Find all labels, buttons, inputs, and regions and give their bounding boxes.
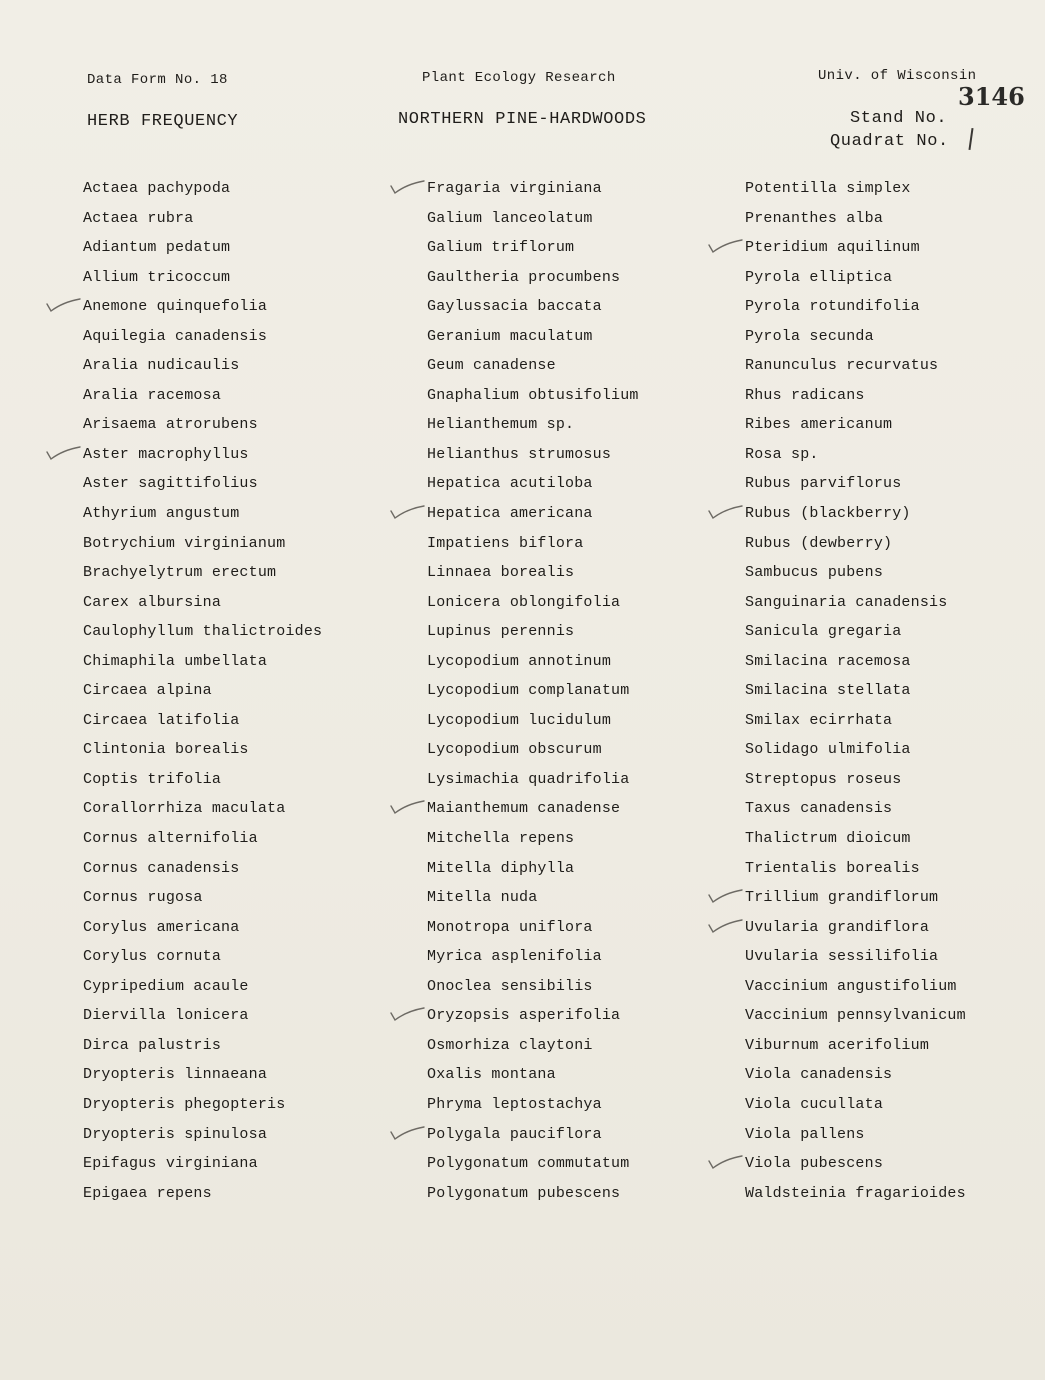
species-item <box>83 558 403 588</box>
species-item <box>745 794 1045 824</box>
species-name: Brachyelytrum erectum <box>83 564 277 582</box>
species-item <box>83 647 403 677</box>
species-item <box>427 1179 747 1209</box>
species-name: Caulophyllum thalictroides <box>83 623 323 641</box>
species-name: Mitchella repens <box>427 830 575 848</box>
species-name: Ribes americanum <box>745 416 893 434</box>
species-name: Dirca palustris <box>83 1036 222 1054</box>
species-item <box>745 1120 1045 1150</box>
species-name: Coptis trifolia <box>83 770 222 788</box>
checkmark-icon <box>707 917 743 935</box>
species-name: Gnaphalium obtusifolium <box>427 386 639 404</box>
species-item <box>83 1090 403 1120</box>
species-item <box>745 883 1045 913</box>
species-item <box>745 351 1045 381</box>
species-name: Aquilegia canadensis <box>83 327 268 345</box>
species-name: Uvularia sessilifolia <box>745 948 939 966</box>
species-item <box>83 617 403 647</box>
species-item <box>745 381 1045 411</box>
species-name: Mitella nuda <box>427 889 538 907</box>
species-name: Smilacina stellata <box>745 682 911 700</box>
species-name: Pyrola elliptica <box>745 268 893 286</box>
species-item <box>83 322 403 352</box>
species-name: Aster macrophyllus <box>83 445 249 463</box>
species-item <box>745 499 1045 529</box>
checkmark-icon <box>389 1005 425 1023</box>
species-item <box>745 972 1045 1002</box>
research-heading: Plant Ecology Research <box>422 70 616 86</box>
species-name: Trientalis borealis <box>745 859 920 877</box>
species-name: Smilax ecirrhata <box>745 711 893 729</box>
species-name: Fragaria virginiana <box>427 180 602 197</box>
university-heading: Univ. of Wisconsin <box>818 68 977 84</box>
species-item <box>83 499 403 529</box>
species-name: Circaea latifolia <box>83 711 240 729</box>
species-name: Oxalis montana <box>427 1066 556 1084</box>
species-item <box>427 765 747 795</box>
species-name: Dryopteris phegopteris <box>83 1095 286 1113</box>
species-item <box>83 854 403 884</box>
species-name: Myrica asplenifolia <box>427 948 602 966</box>
species-item <box>427 322 747 352</box>
species-name: Allium tricoccum <box>83 268 231 286</box>
species-name: Helianthemum sp. <box>427 416 575 434</box>
species-item <box>83 351 403 381</box>
species-name: Rosa sp. <box>745 445 819 463</box>
species-item <box>83 529 403 559</box>
species-name: Aralia racemosa <box>83 386 222 404</box>
species-name: Lycopodium obscurum <box>427 741 602 759</box>
species-name: Aster sagittifolius <box>83 475 258 493</box>
species-name: Viola pubescens <box>745 1155 884 1173</box>
species-name: Galium triflorum <box>427 239 575 257</box>
quadrat-number-mark <box>968 128 973 150</box>
species-item <box>427 440 747 470</box>
species-item <box>427 617 747 647</box>
species-name: Galium lanceolatum <box>427 209 593 227</box>
quadrat-label: Quadrat No. <box>830 132 949 151</box>
species-item <box>427 1001 747 1031</box>
species-name: Onoclea sensibilis <box>427 977 593 995</box>
species-item <box>745 1090 1045 1120</box>
species-item <box>427 499 747 529</box>
species-name: Botrychium virginianum <box>83 534 286 552</box>
species-item <box>745 558 1045 588</box>
species-item <box>745 824 1045 854</box>
species-name: Ranunculus recurvatus <box>745 357 939 375</box>
species-item <box>83 263 403 293</box>
species-item <box>745 1001 1045 1031</box>
species-item <box>427 854 747 884</box>
species-name: Solidago ulmifolia <box>745 741 911 759</box>
species-name: Cypripedium acaule <box>83 977 249 995</box>
species-name: Polygonatum commutatum <box>427 1155 630 1173</box>
species-name: Cornus alternifolia <box>83 830 258 848</box>
species-item <box>427 263 747 293</box>
species-item <box>427 588 747 618</box>
species-item <box>427 942 747 972</box>
species-name: Corallorrhiza maculata <box>83 800 286 818</box>
species-item <box>745 469 1045 499</box>
species-item <box>83 469 403 499</box>
species-name: Cornus rugosa <box>83 889 203 907</box>
species-item <box>745 617 1045 647</box>
species-item <box>745 765 1045 795</box>
species-item <box>745 735 1045 765</box>
species-item <box>83 913 403 943</box>
species-item <box>83 706 403 736</box>
species-name: Lycopodium complanatum <box>427 682 630 700</box>
species-item <box>427 794 747 824</box>
species-item <box>83 735 403 765</box>
species-item <box>427 204 747 234</box>
species-item <box>427 351 747 381</box>
species-name: Lysimachia quadrifolia <box>427 770 630 788</box>
species-name: Pteridium aquilinum <box>745 239 920 257</box>
species-item <box>83 1060 403 1090</box>
species-item <box>745 588 1045 618</box>
species-item <box>427 529 747 559</box>
species-item <box>745 1031 1045 1061</box>
species-name: Polygonatum pubescens <box>427 1184 621 1202</box>
species-name: Lonicera oblongifolia <box>427 593 621 611</box>
species-item <box>427 647 747 677</box>
species-item <box>83 1179 403 1209</box>
species-name: Dryopteris spinulosa <box>83 1125 268 1143</box>
species-item <box>83 1149 403 1179</box>
species-name: Pyrola rotundifolia <box>745 298 920 316</box>
species-name: Diervilla lonicera <box>83 1007 249 1025</box>
checkmark-icon <box>45 296 81 314</box>
species-item <box>427 174 747 204</box>
checkmark-icon <box>45 444 81 462</box>
checkmark-icon <box>389 503 425 521</box>
species-name: Smilacina racemosa <box>745 652 911 670</box>
species-name: Taxus canadensis <box>745 800 893 818</box>
checkmark-icon <box>389 798 425 816</box>
species-item <box>745 706 1045 736</box>
species-item <box>745 410 1045 440</box>
species-item <box>745 174 1045 204</box>
species-name: Uvularia grandiflora <box>745 918 930 936</box>
species-name: Sanicula gregaria <box>745 623 902 641</box>
species-name: Anemone quinquefolia <box>83 298 268 316</box>
species-item <box>83 883 403 913</box>
species-name: Pyrola secunda <box>745 327 874 345</box>
species-item <box>427 735 747 765</box>
species-column-3 <box>745 174 1045 1208</box>
species-name: Impatiens biflora <box>427 534 584 552</box>
species-item <box>745 647 1045 677</box>
species-name: Waldsteinia fragarioides <box>745 1184 966 1202</box>
species-name: Trillium grandiflorum <box>745 889 939 907</box>
species-name: Circaea alpina <box>83 682 212 700</box>
checkmark-icon <box>707 503 743 521</box>
species-name: Carex albursina <box>83 593 222 611</box>
species-name: Viola cucullata <box>745 1095 884 1113</box>
species-item <box>745 204 1045 234</box>
species-column-1 <box>83 174 403 1208</box>
species-item <box>745 1060 1045 1090</box>
species-item <box>427 233 747 263</box>
species-item <box>745 322 1045 352</box>
species-item <box>745 233 1045 263</box>
species-name: Rubus parviflorus <box>745 475 902 493</box>
species-name: Athyrium angustum <box>83 505 240 523</box>
stand-label: Stand No. <box>850 109 948 128</box>
species-item <box>83 204 403 234</box>
species-item <box>83 1001 403 1031</box>
species-name: Clintonia borealis <box>83 741 249 759</box>
species-item <box>83 174 403 204</box>
species-item <box>83 292 403 322</box>
species-item <box>427 676 747 706</box>
species-item <box>427 913 747 943</box>
species-name: Linnaea borealis <box>427 564 575 582</box>
species-name: Geum canadense <box>427 357 556 375</box>
species-item <box>427 1149 747 1179</box>
species-name: Chimaphila umbellata <box>83 652 268 670</box>
species-name: Gaylussacia baccata <box>427 298 602 316</box>
species-item <box>427 410 747 440</box>
species-item <box>745 854 1045 884</box>
species-name: Lupinus perennis <box>427 623 575 641</box>
species-name: Actaea rubra <box>83 209 194 227</box>
species-name: Potentilla simplex <box>745 180 911 197</box>
species-name: Hepatica americana <box>427 505 593 523</box>
species-name: Epigaea repens <box>83 1184 212 1202</box>
species-item <box>83 381 403 411</box>
species-name: Sambucus pubens <box>745 564 884 582</box>
species-name: Rubus (dewberry) <box>745 534 893 552</box>
checkmark-icon <box>389 178 425 196</box>
species-item <box>83 440 403 470</box>
species-name: Corylus cornuta <box>83 948 222 966</box>
species-item <box>427 972 747 1002</box>
species-item <box>83 410 403 440</box>
species-item <box>427 558 747 588</box>
checkmark-icon <box>707 237 743 255</box>
species-name: Dryopteris linnaeana <box>83 1066 268 1084</box>
species-name: Aralia nudicaulis <box>83 357 240 375</box>
species-name: Lycopodium lucidulum <box>427 711 612 729</box>
species-item <box>83 794 403 824</box>
species-item <box>83 233 403 263</box>
species-name: Gaultheria procumbens <box>427 268 621 286</box>
species-name: Vaccinium pennsylvanicum <box>745 1007 966 1025</box>
species-name: Rhus radicans <box>745 386 865 404</box>
checkmark-icon <box>707 1153 743 1171</box>
species-name: Hepatica acutiloba <box>427 475 593 493</box>
species-item <box>83 942 403 972</box>
species-item <box>745 529 1045 559</box>
species-item <box>745 1149 1045 1179</box>
species-item <box>427 1031 747 1061</box>
stand-number-handwritten: 3146 <box>958 82 1025 111</box>
species-name: Vaccinium angustifolium <box>745 977 957 995</box>
species-name: Viola pallens <box>745 1125 865 1143</box>
species-item <box>427 883 747 913</box>
species-item <box>427 824 747 854</box>
species-name: Helianthus strumosus <box>427 445 612 463</box>
species-name: Osmorhiza claytoni <box>427 1036 593 1054</box>
species-item <box>427 1090 747 1120</box>
species-name: Thalictrum dioicum <box>745 830 911 848</box>
species-item <box>745 263 1045 293</box>
species-item <box>745 942 1045 972</box>
species-item <box>83 588 403 618</box>
checkmark-icon <box>707 887 743 905</box>
species-item <box>427 469 747 499</box>
species-item <box>83 765 403 795</box>
species-item <box>427 1120 747 1150</box>
species-name: Corylus americana <box>83 918 240 936</box>
species-name: Arisaema atrorubens <box>83 416 258 434</box>
species-item <box>83 824 403 854</box>
species-item <box>83 972 403 1002</box>
species-name: Rubus (blackberry) <box>745 505 911 523</box>
form-number: Data Form No. 18 <box>87 72 228 88</box>
species-item <box>83 1031 403 1061</box>
species-name: Oryzopsis asperifolia <box>427 1007 621 1025</box>
species-item <box>427 292 747 322</box>
species-item <box>83 1120 403 1150</box>
checkmark-icon <box>389 1124 425 1142</box>
species-item <box>745 913 1045 943</box>
species-item <box>427 706 747 736</box>
species-name: Viola canadensis <box>745 1066 893 1084</box>
species-name: Streptopus roseus <box>745 770 902 788</box>
form-title: HERB FREQUENCY <box>87 112 239 131</box>
species-name: Geranium maculatum <box>427 327 593 345</box>
species-name: Adiantum pedatum <box>83 239 231 257</box>
species-name: Lycopodium annotinum <box>427 652 612 670</box>
species-name: Cornus canadensis <box>83 859 240 877</box>
species-item <box>745 440 1045 470</box>
species-name: Maianthemum canadense <box>427 800 621 818</box>
species-item <box>745 676 1045 706</box>
species-name: Polygala pauciflora <box>427 1125 602 1143</box>
species-item <box>83 676 403 706</box>
species-name: Actaea pachypoda <box>83 180 231 197</box>
species-name: Epifagus virginiana <box>83 1155 258 1173</box>
species-name: Monotropa uniflora <box>427 918 593 936</box>
species-name: Phryma leptostachya <box>427 1095 602 1113</box>
species-column-2 <box>427 174 747 1208</box>
species-name: Sanguinaria canadensis <box>745 593 948 611</box>
species-item <box>745 292 1045 322</box>
species-item <box>745 1179 1045 1209</box>
species-name: Viburnum acerifolium <box>745 1036 930 1054</box>
species-item <box>427 381 747 411</box>
species-item <box>427 1060 747 1090</box>
species-name: Prenanthes alba <box>745 209 884 227</box>
community-title: NORTHERN PINE-HARDWOODS <box>398 110 647 129</box>
species-name: Mitella diphylla <box>427 859 575 877</box>
